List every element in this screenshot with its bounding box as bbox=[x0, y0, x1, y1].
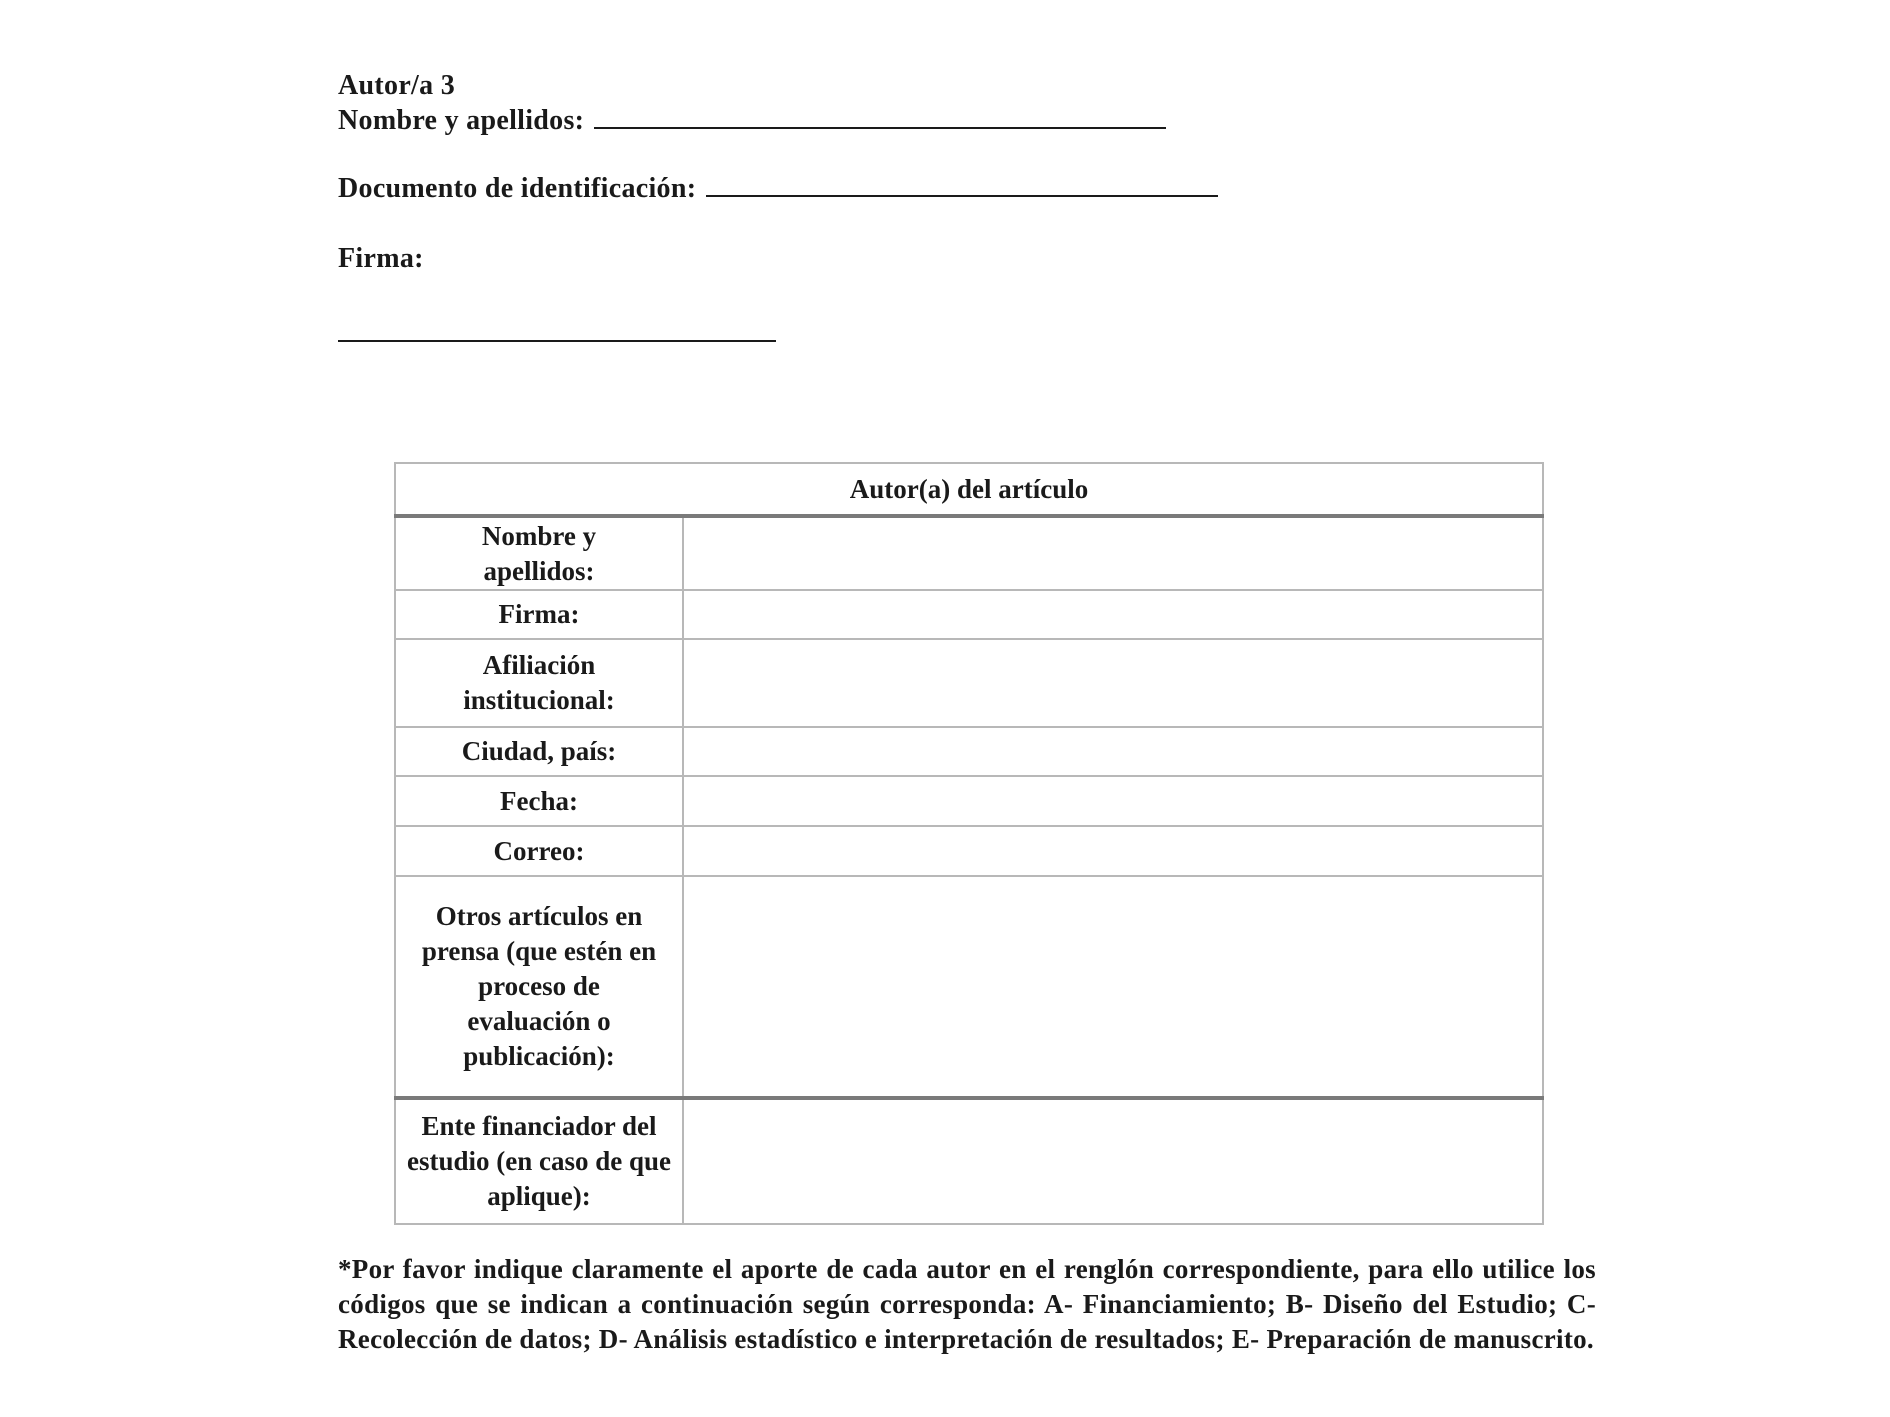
row-label-email: Correo: bbox=[395, 826, 683, 876]
name-label: Nombre y apellidos: bbox=[338, 105, 585, 136]
row-label-other-articles: Otros artículos en prensa (que estén en proceso de evaluación o publicación): bbox=[395, 876, 683, 1098]
row-label-date: Fecha: bbox=[395, 776, 683, 826]
table-row bbox=[395, 590, 1543, 639]
table-row bbox=[395, 727, 1543, 776]
author-table bbox=[394, 462, 1544, 1225]
table-row bbox=[395, 1098, 1543, 1224]
row-label-city: Ciudad, país: bbox=[395, 727, 683, 776]
row-label-affiliation: Afiliación institucional: bbox=[395, 639, 683, 727]
row-value-affiliation[interactable] bbox=[683, 639, 1543, 727]
row-label-name: Nombre y apellidos: bbox=[395, 516, 683, 590]
signature-blank[interactable] bbox=[338, 340, 776, 342]
table-row bbox=[395, 776, 1543, 826]
row-value-date[interactable] bbox=[683, 776, 1543, 826]
row-value-funder[interactable] bbox=[683, 1098, 1543, 1224]
row-value-signature[interactable] bbox=[683, 590, 1543, 639]
name-line bbox=[338, 104, 1166, 138]
author-heading: Autor/a 3 bbox=[338, 70, 456, 101]
row-value-name[interactable] bbox=[683, 516, 1543, 590]
id-label: Documento de identificación: bbox=[338, 173, 697, 204]
row-value-other-articles[interactable] bbox=[683, 876, 1543, 1098]
row-value-email[interactable] bbox=[683, 826, 1543, 876]
row-label-signature: Firma: bbox=[395, 590, 683, 639]
table-title: Autor(a) del artículo bbox=[395, 463, 1543, 516]
table-row bbox=[395, 826, 1543, 876]
table-row bbox=[395, 639, 1543, 727]
row-label-funder: Ente financiador del estudio (en caso de que aplique): bbox=[395, 1098, 683, 1224]
name-blank[interactable] bbox=[594, 123, 1166, 129]
signature-label: Firma: bbox=[338, 243, 424, 274]
row-value-city[interactable] bbox=[683, 727, 1543, 776]
table-row bbox=[395, 516, 1543, 590]
id-line bbox=[338, 172, 1218, 206]
table-row bbox=[395, 876, 1543, 1098]
contribution-footnote: *Por favor indique claramente el aporte de cada autor en el renglón correspondiente, para ello utilice los códigos que se indican a continuación según corresponda: A- Financiamiento; B- Diseño del Estudio; C- Recolección de datos; D- Análisis estadístico e interpretación de resultados; E- Preparación de manuscrito. bbox=[338, 1254, 1596, 1354]
id-blank[interactable] bbox=[706, 191, 1218, 197]
